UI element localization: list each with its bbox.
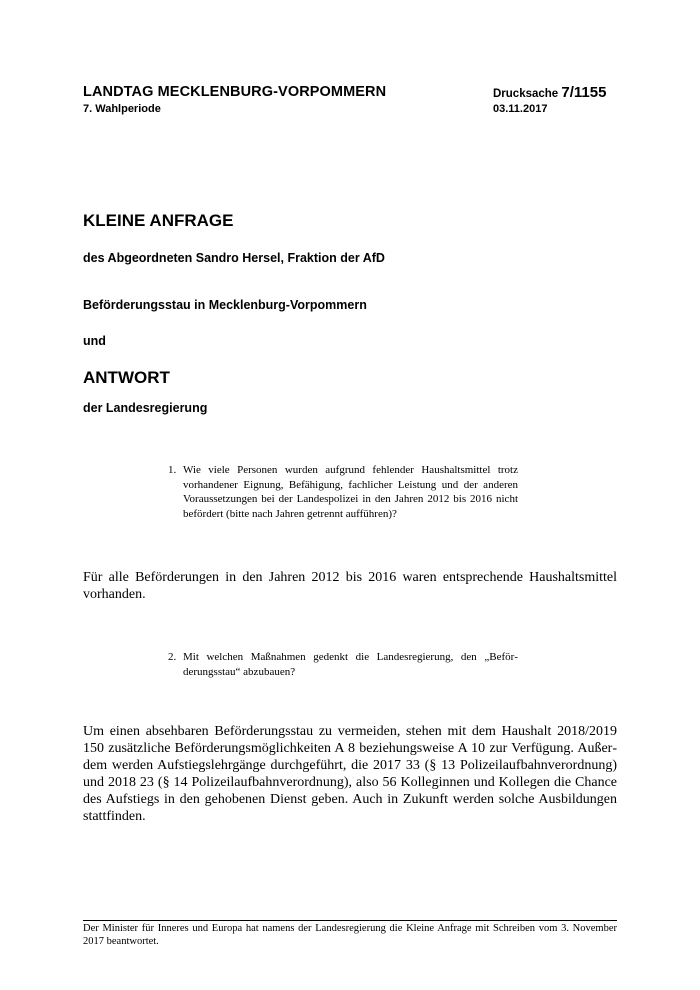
- question-number: 1.: [168, 464, 177, 476]
- footer-divider: [83, 920, 617, 921]
- answer-2: Um einen absehbaren Beförderungsstau zu vermeiden, stehen mit dem Haushalt 2018/2019 150 zusätzliche Beförderungsmöglichkeiten A 8 beziehungsweise A 10 zur Verfügung. Außerdem werden Aufstiegslehrgänge durchgeführt, die 2017 33 (§ 13 Polizeilaufbahnverordnung) und 2018 23 (§ 14 Polizeilaufbahnverordnung), also 56 Kolleginnen und Kollegen die Chance des Aufstiegs in den gehobenen Dienst geben. Auch in Zukunft werden solche Ausbildungen stattfinden.: [83, 724, 617, 824]
- question-2: [168, 650, 518, 679]
- drucksache-label: Drucksache: [493, 88, 562, 100]
- answer-1: Für alle Beförderungen in den Jahren 2012 bis 2016 waren entsprechende Haushaltsmittel vorhanden.: [83, 570, 617, 602]
- document-type-heading: KLEINE ANFRAGE: [83, 211, 234, 230]
- parliament-name: LANDTAG MECKLENBURG-VORPOMMERN: [83, 84, 387, 100]
- drucksache-reference: [493, 84, 606, 101]
- question-text: Wie viele Personen wurden aufgrund fehlender Haushaltsmittel trotz vorhandener Eignung, Befähigung, fachlicher Leistung und der anderen Voraussetzungen bei der Landespolizei in den Jahren 2012 bis 2016 nicht befördert (bitte nach Jahren getrennt aufführen)?: [183, 464, 518, 520]
- legislative-period: 7. Wahlperiode: [83, 103, 161, 115]
- footer-note: Der Minister für Inneres und Europa hat namens der Landesregierung die Kleine Anfrage mit Schreiben vom 3. November 2017 beantwortet.: [83, 923, 617, 947]
- connector-und: und: [83, 334, 106, 348]
- drucksache-number: 7/1155: [561, 84, 607, 101]
- question-1: [168, 463, 518, 521]
- question-text: Mit welchen Maßnahmen gedenkt die Landesregierung, den „Beförderungsstau“ abzubauen?: [183, 651, 518, 678]
- respondent-line: der Landesregierung: [83, 401, 208, 415]
- document-date: 03.11.2017: [493, 103, 548, 115]
- response-type-heading: ANTWORT: [83, 368, 170, 387]
- topic-title: Beförderungsstau in Mecklenburg-Vorpommern: [83, 298, 367, 312]
- question-number: 2.: [168, 651, 177, 663]
- author-line: des Abgeordneten Sandro Hersel, Fraktion der AfD: [83, 251, 385, 265]
